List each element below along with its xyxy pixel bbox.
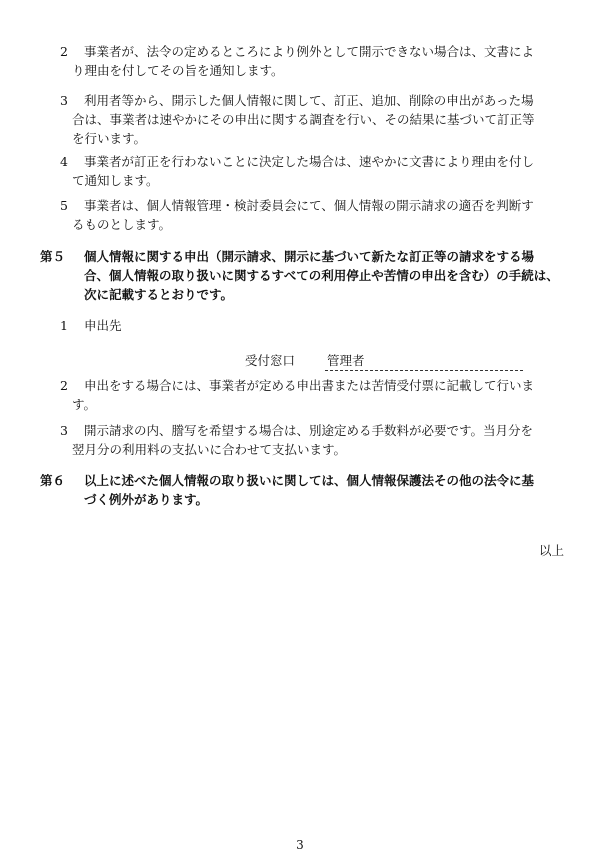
section-text-line: 以上に述べた個人情報の取り扱いに関しては、個人情報保護法その他の法令に基 <box>84 473 535 488</box>
item-text-line: 利用者等から、開示した個人情報に関して、訂正、追加、削除の申出があった場 <box>84 93 534 108</box>
reception-name: 管理者 <box>325 351 523 371</box>
section-heading-number: 第６ <box>40 473 66 488</box>
sec5-item-3 <box>60 421 560 459</box>
reception-desk <box>245 351 523 371</box>
closing-text: 以上 <box>538 543 564 558</box>
item-text-line: るものとします。 <box>72 217 172 232</box>
item-text-line: 翌月分の利用料の支払いに合わせて支払います。 <box>72 442 347 457</box>
reception-label: 受付窓口 <box>245 353 296 368</box>
section-text-line: 次に記載するとおりです。 <box>84 287 234 302</box>
item-number: 3 <box>60 423 68 438</box>
item-text-line: 申出をする場合には、事業者が定める申出書または苦情受付票に記載して行いま <box>84 378 535 393</box>
item-text-line: 事業者が、法令の定めるところにより例外として開示できない場合は、文書によ <box>84 44 535 59</box>
item-text-line: す。 <box>72 397 97 412</box>
item-number: 3 <box>60 93 68 108</box>
sec5-item-1 <box>60 316 560 335</box>
item-number: 2 <box>60 44 68 59</box>
section-text-line: 個人情報に関する申出（開示請求、開示に基づいて新たな訂正等の請求をする場 <box>84 249 535 264</box>
section-5 <box>40 247 570 304</box>
item-text-line: 事業者が訂正を行わないことに決定した場合は、速やかに文書により理由を付し <box>84 154 535 169</box>
list-item-3 <box>60 91 560 148</box>
item-number: 1 <box>60 318 68 333</box>
item-text-line: 開示請求の内、謄写を希望する場合は、別途定める手数料が必要です。当月分を <box>84 423 534 438</box>
section-heading-number: 第５ <box>40 249 66 264</box>
item-number: 4 <box>60 154 68 169</box>
item-text-line: て通知します。 <box>72 173 159 188</box>
item-text-line: り理由を付してその旨を通知します。 <box>72 63 284 78</box>
item-text-line: 合は、事業者は速やかにその申出に関する調査を行い、その結果に基づいて訂正等 <box>72 112 535 127</box>
list-item-5 <box>60 196 560 234</box>
list-item-4 <box>60 152 560 190</box>
section-text-line: 合、個人情報の取り扱いに関するすべての利用停止や苦情の申出を含む）の手続は、 <box>84 268 559 283</box>
item-text-line: 事業者は、個人情報管理・検討委員会にて、個人情報の開示請求の適否を判断す <box>84 198 534 213</box>
item-number: 2 <box>60 378 68 393</box>
section-text-line: づく例外があります。 <box>84 492 209 507</box>
page-number: 3 <box>296 838 304 852</box>
sec5-item-2 <box>60 376 560 414</box>
section-6 <box>40 471 570 509</box>
item-text-line: を行います。 <box>72 131 147 146</box>
item-text-line: 申出先 <box>84 318 122 333</box>
item-number: 5 <box>60 198 68 213</box>
list-item-2 <box>60 42 560 80</box>
